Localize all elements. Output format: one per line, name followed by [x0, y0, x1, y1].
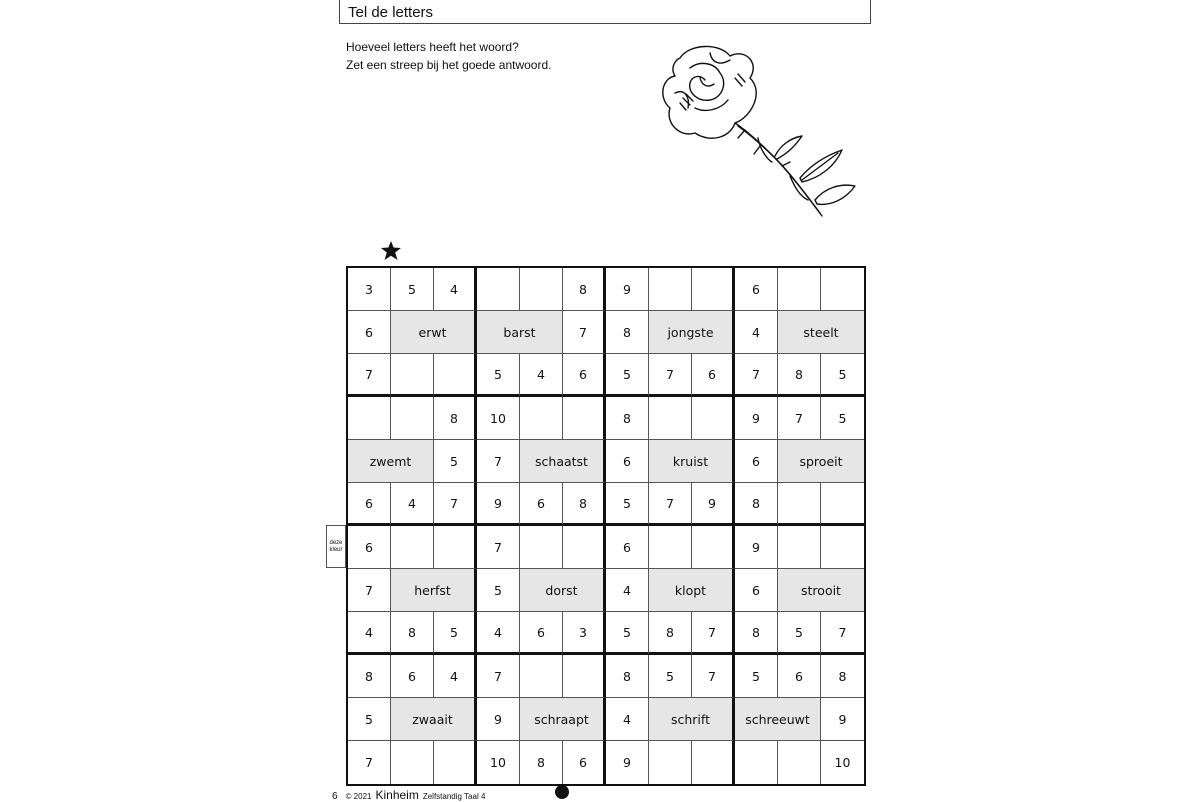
word-cell: erwt [391, 311, 477, 354]
color-legend-box [326, 525, 346, 568]
instructions [346, 38, 551, 74]
number-cell[interactable]: 9 [477, 698, 520, 741]
number-cell[interactable]: 7 [821, 612, 864, 655]
number-cell[interactable]: 9 [821, 698, 864, 741]
number-cell[interactable] [649, 268, 692, 311]
number-cell[interactable] [434, 354, 477, 397]
word-cell: schaatst [520, 440, 606, 483]
number-cell[interactable] [692, 397, 735, 440]
color-legend-text: kleur [329, 546, 343, 553]
number-cell[interactable]: 7 [348, 569, 391, 612]
word-cell: steelt [778, 311, 864, 354]
number-cell[interactable]: 5 [391, 268, 434, 311]
instruction-line: Zet een streep bij het goede antwoord. [346, 58, 552, 72]
number-cell[interactable]: 8 [606, 397, 649, 440]
number-cell[interactable] [477, 268, 520, 311]
number-cell[interactable]: 6 [692, 354, 735, 397]
page-number: 6 [332, 791, 338, 802]
number-cell[interactable]: 5 [735, 655, 778, 698]
number-cell[interactable] [821, 268, 864, 311]
number-cell[interactable]: 9 [735, 397, 778, 440]
number-cell[interactable]: 4 [434, 655, 477, 698]
number-cell[interactable]: 6 [778, 655, 821, 698]
star-icon [380, 240, 402, 262]
number-cell[interactable]: 4 [606, 698, 649, 741]
number-cell[interactable]: 4 [477, 612, 520, 655]
number-cell[interactable]: 5 [649, 655, 692, 698]
number-cell[interactable] [778, 526, 821, 569]
word-cell: schreeuwt [735, 698, 821, 741]
word-cell: kruist [649, 440, 735, 483]
number-cell[interactable]: 5 [821, 354, 864, 397]
number-cell[interactable]: 8 [348, 655, 391, 698]
number-cell[interactable]: 8 [391, 612, 434, 655]
number-cell[interactable]: 6 [563, 741, 606, 784]
number-cell[interactable]: 6 [735, 268, 778, 311]
number-cell[interactable] [735, 741, 778, 784]
number-cell[interactable] [520, 526, 563, 569]
number-cell[interactable]: 6 [606, 526, 649, 569]
word-cell: jongste [649, 311, 735, 354]
number-cell[interactable]: 5 [606, 354, 649, 397]
number-cell[interactable]: 5 [606, 483, 649, 526]
number-cell[interactable] [692, 741, 735, 784]
number-cell[interactable] [391, 397, 434, 440]
word-cell: zwemt [348, 440, 434, 483]
instruction-line: Hoeveel letters heeft het woord? [346, 40, 519, 54]
number-cell[interactable]: 7 [692, 612, 735, 655]
number-cell[interactable] [434, 741, 477, 784]
number-cell[interactable]: 6 [563, 354, 606, 397]
number-cell[interactable]: 6 [348, 526, 391, 569]
number-cell[interactable]: 8 [563, 483, 606, 526]
number-cell[interactable] [520, 655, 563, 698]
title-bar [339, 0, 871, 24]
number-cell[interactable]: 6 [391, 655, 434, 698]
number-cell[interactable] [348, 397, 391, 440]
number-cell[interactable]: 4 [348, 612, 391, 655]
number-cell[interactable]: 5 [434, 440, 477, 483]
number-cell[interactable] [391, 526, 434, 569]
number-cell[interactable]: 7 [477, 526, 520, 569]
number-cell[interactable]: 6 [348, 311, 391, 354]
number-cell[interactable]: 7 [434, 483, 477, 526]
number-cell[interactable]: 5 [821, 397, 864, 440]
number-cell[interactable] [778, 268, 821, 311]
number-cell[interactable] [563, 655, 606, 698]
number-cell[interactable]: 9 [606, 268, 649, 311]
puzzle-grid [346, 266, 866, 786]
number-cell[interactable]: 5 [477, 354, 520, 397]
brand-name: Kinheim [375, 788, 419, 802]
number-cell[interactable] [391, 354, 434, 397]
number-cell[interactable] [649, 741, 692, 784]
number-cell[interactable]: 9 [606, 741, 649, 784]
number-cell[interactable]: 8 [520, 741, 563, 784]
number-cell[interactable] [391, 741, 434, 784]
number-cell[interactable]: 10 [477, 397, 520, 440]
number-cell[interactable] [821, 526, 864, 569]
number-cell[interactable]: 4 [735, 311, 778, 354]
number-cell[interactable] [692, 268, 735, 311]
number-cell[interactable]: 7 [477, 655, 520, 698]
number-cell[interactable]: 7 [649, 354, 692, 397]
number-cell[interactable] [520, 268, 563, 311]
number-cell[interactable]: 6 [520, 612, 563, 655]
number-cell[interactable]: 7 [692, 655, 735, 698]
word-cell: sproeit [778, 440, 864, 483]
number-cell[interactable] [778, 741, 821, 784]
number-cell[interactable]: 8 [735, 612, 778, 655]
word-cell: zwaait [391, 698, 477, 741]
rose-illustration [650, 38, 860, 228]
number-cell[interactable]: 10 [477, 741, 520, 784]
dot-marker [555, 785, 569, 799]
number-cell[interactable]: 4 [391, 483, 434, 526]
number-cell[interactable] [821, 483, 864, 526]
number-cell[interactable] [649, 526, 692, 569]
number-cell[interactable]: 8 [563, 268, 606, 311]
number-cell[interactable]: 4 [434, 268, 477, 311]
number-cell[interactable] [778, 483, 821, 526]
number-cell[interactable]: 6 [606, 440, 649, 483]
number-cell[interactable]: 5 [606, 612, 649, 655]
number-cell[interactable]: 8 [434, 397, 477, 440]
number-cell[interactable]: 8 [778, 354, 821, 397]
word-cell: schrift [649, 698, 735, 741]
number-cell[interactable]: 6 [735, 569, 778, 612]
word-cell: herfst [391, 569, 477, 612]
number-cell[interactable]: 7 [778, 397, 821, 440]
number-cell[interactable]: 7 [563, 311, 606, 354]
copyright: © 2021 [345, 792, 372, 801]
number-cell[interactable]: 8 [735, 483, 778, 526]
book-title: Zelfstandig Taal 4 [422, 792, 486, 801]
number-cell[interactable] [434, 526, 477, 569]
number-cell[interactable]: 7 [649, 483, 692, 526]
number-cell[interactable] [520, 397, 563, 440]
page-title: Tel de letters [348, 4, 434, 21]
number-cell[interactable] [692, 526, 735, 569]
word-cell: klopt [649, 569, 735, 612]
number-cell[interactable]: 6 [735, 440, 778, 483]
number-cell[interactable]: 9 [477, 483, 520, 526]
number-cell[interactable] [563, 526, 606, 569]
number-cell[interactable]: 3 [348, 268, 391, 311]
word-cell: dorst [520, 569, 606, 612]
word-cell: strooit [778, 569, 864, 612]
number-cell[interactable]: 7 [735, 354, 778, 397]
number-cell[interactable]: 7 [477, 440, 520, 483]
number-cell[interactable]: 3 [563, 612, 606, 655]
number-cell[interactable]: 8 [606, 655, 649, 698]
number-cell[interactable]: 6 [520, 483, 563, 526]
number-cell[interactable]: 6 [348, 483, 391, 526]
word-cell: schraapt [520, 698, 606, 741]
number-cell[interactable]: 5 [434, 612, 477, 655]
number-cell[interactable]: 4 [606, 569, 649, 612]
number-cell[interactable]: 8 [606, 311, 649, 354]
number-cell[interactable]: 10 [821, 741, 864, 784]
number-cell[interactable]: 7 [348, 741, 391, 784]
color-legend-text: deze [329, 539, 343, 546]
number-cell[interactable]: 5 [778, 612, 821, 655]
number-cell[interactable]: 4 [520, 354, 563, 397]
number-cell[interactable] [649, 397, 692, 440]
number-cell[interactable]: 5 [477, 569, 520, 612]
number-cell[interactable]: 5 [348, 698, 391, 741]
number-cell[interactable]: 8 [649, 612, 692, 655]
number-cell[interactable]: 8 [821, 655, 864, 698]
number-cell[interactable]: 9 [735, 526, 778, 569]
number-cell[interactable]: 9 [692, 483, 735, 526]
number-cell[interactable] [563, 397, 606, 440]
word-cell: barst [477, 311, 563, 354]
number-cell[interactable]: 7 [348, 354, 391, 397]
